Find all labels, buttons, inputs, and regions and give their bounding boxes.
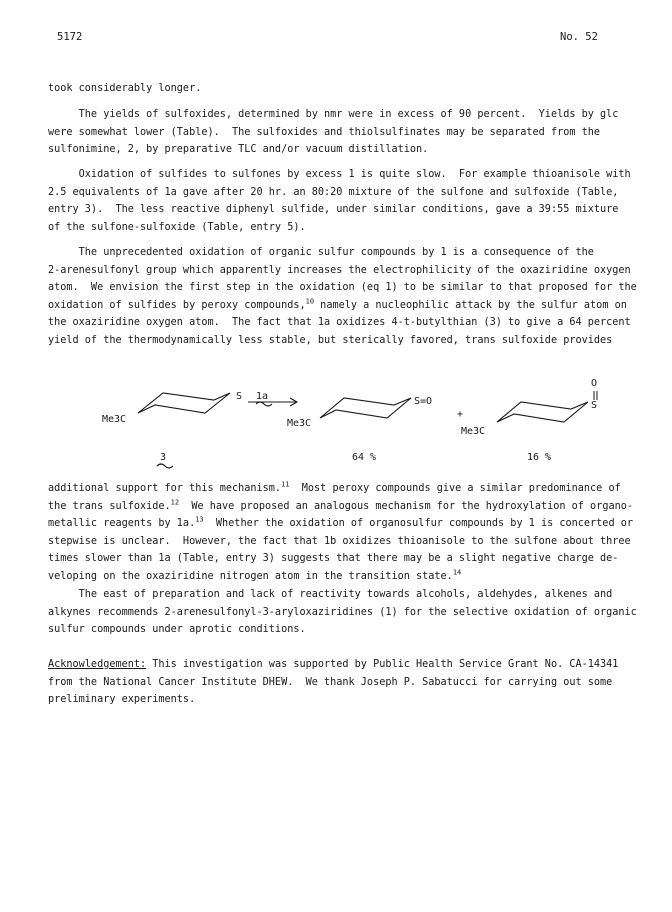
reference-superscript: 12 [170, 498, 180, 507]
text-line: atom. We envision the first step in the oxidation (eq 1) to be similar to that proposed for the [48, 282, 637, 294]
tilde-mark [157, 464, 173, 468]
text-fragment: Whether the oxidation of organosulfur compounds by 1 is concerted or [203, 518, 633, 530]
reference-superscript: 14 [452, 568, 462, 577]
text-line: sulfonimine, 2, by preparative TLC and/or vacuum distillation. [48, 144, 429, 156]
text-line: times slower than 1a (Table, entry 3) suggests that there may be a slight negative charge de- [48, 553, 619, 565]
issue-number: No. 52 [560, 31, 598, 43]
text-line: yield of the thermodynamically less stable, but sterically favored, trans sulfoxide provides [48, 334, 613, 346]
text-fragment: Most peroxy compounds give a similar predominance of [289, 483, 621, 494]
text-fragment: the trans sulfoxide. [48, 500, 171, 512]
reference-superscript: 10 [305, 297, 315, 306]
plus-sign: + [457, 409, 464, 420]
text-line: alkynes recommends 2-arenesulfonyl-3-aryloxaziridines (1) for the selective oxidation of organic [48, 606, 637, 618]
text-line: were somewhat lower (Table). The sulfoxides and thiolsulfinates may be separated from the [48, 126, 601, 138]
reference-superscript: 11 [281, 480, 290, 489]
product-1-substituent: Me3C [287, 418, 312, 429]
text-line: The east of preparation and lack of reactivity towards alcohols, aldehydes, alkenes and [48, 589, 613, 600]
paragraph-support [48, 480, 633, 586]
reactant-substituent: Me3C [102, 414, 127, 425]
text-line: sulfur compounds under aprotic conditions. [48, 624, 306, 636]
text-line: The yields of sulfoxides, determined by nmr were in excess of 90 percent. Yields by glc [48, 109, 619, 120]
product-2-yield: 16 % [527, 452, 552, 463]
text-line: 2-arenesulfonyl group which apparently increases the electrophilicity of the oxaziridine oxygen [48, 264, 631, 276]
product-1-sulfoxide: S=O [414, 396, 433, 407]
reagent-label: 1a [256, 391, 269, 402]
text-line: the oxaziridine oxygen atom. The fact that 1a oxidizes 4-t-butylthian (3) to give a 64 percent [48, 317, 631, 329]
text-fragment: oxidation of sulfides by peroxy compounds, [48, 299, 306, 311]
text-line: took considerably longer. [48, 83, 202, 94]
text-line: of the sulfone-sulfoxide (Table, entry 5). [48, 221, 306, 233]
text-fragment: additional support for this mechanism. [48, 483, 282, 494]
text-fragment: namely a nucleophilic attack by the sulfur atom on [314, 299, 627, 311]
text-line [48, 480, 628, 498]
product-2-oxygen: O [591, 378, 598, 389]
page-number: 5172 [57, 31, 83, 43]
product-2-substituent: Me3C [461, 426, 486, 437]
product-2-sulfur: S [591, 400, 598, 411]
reference-superscript: 13 [195, 515, 204, 524]
reactant-ring [138, 393, 230, 413]
reactant-sulfur: S [236, 391, 243, 402]
text-line: Oxidation of sulfides to sulfones by excess 1 is quite slow. For example thioanisole with [48, 169, 631, 180]
product-1-ring [320, 398, 411, 418]
text-line: entry 3). The less reactive diphenyl sulfide, under similar conditions, gave a 39:55 mixture [48, 204, 619, 216]
acknowledgement-label: Acknowledgement: [48, 659, 147, 670]
text-fragment: metallic reagents by 1a. [48, 518, 196, 530]
text-line: 2.5 equivalents of 1a gave after 20 hr. an 80:20 mixture of the sulfone and sulfoxide (Table, [48, 186, 619, 198]
text-fragment: veloping on the oxaziridine nitrogen atom in the transition state. [48, 570, 453, 582]
text-fragment: We have proposed an analogous mechanism for the hydroxylation of organo- [179, 500, 633, 512]
product-1-yield: 64 % [352, 452, 377, 463]
acknowledgement [48, 656, 628, 709]
reactant-label: 3 [160, 452, 167, 463]
text-line [48, 515, 633, 533]
text-fragment: This investigation was supported by Public Health Service Grant No. CA-14341 [146, 659, 619, 670]
paragraph-conclusion [48, 586, 637, 639]
sulfonyl-double-bond [594, 391, 597, 400]
text-line: preliminary experiments. [48, 694, 196, 706]
text-line: stepwise is unclear. However, the fact that 1b oxidizes thioanisole to the sulfone about three [48, 535, 631, 547]
product-2-ring [497, 402, 588, 422]
text-line [48, 568, 628, 586]
text-line [48, 498, 633, 516]
text-line: from the National Cancer Institute DHEW. We thank Joseph P. Sabatucci for carrying out some [48, 676, 613, 688]
tilde-mark [256, 402, 272, 406]
text-line [48, 656, 628, 674]
text-line: The unprecedented oxidation of organic sulfur compounds by 1 is a consequence of the [48, 247, 594, 258]
